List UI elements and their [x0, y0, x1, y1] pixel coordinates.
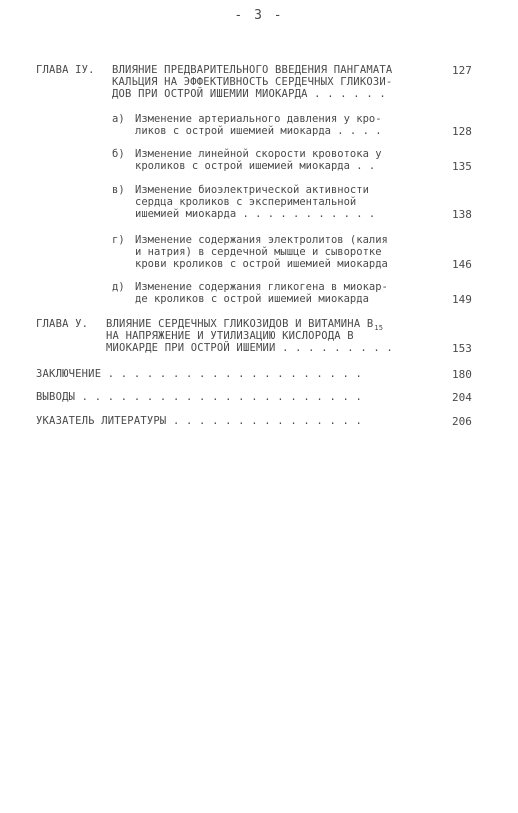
literature-page: 206: [452, 415, 472, 428]
conclusion-entry: ЗАКЛЮЧЕНИЕ . . . . . . . . . . . . . . . . . . . .: [36, 368, 363, 380]
section-g-line-2: и натрия) в сердечной мышце и сыворотке: [135, 246, 382, 258]
section-d-marker: д): [112, 281, 125, 293]
section-a-marker: а): [112, 113, 125, 125]
section-g-line-3: крови кроликов с острой ишемией миокарда: [135, 258, 388, 270]
chapter-5-label: ГЛАВА У.: [36, 318, 89, 330]
section-b-page: 135: [452, 160, 472, 173]
chapter-4-title-line-1: ВЛИЯНИЕ ПРЕДВАРИТЕЛЬНОГО ВВЕДЕНИЯ ПАНГАМАТА: [112, 64, 393, 76]
vitamin-subscript: 15: [374, 324, 384, 332]
section-d-page: 149: [452, 293, 472, 306]
page-number: - 3 -: [234, 8, 284, 23]
chapter-5-title-line-3: МИОКАРДЕ ПРИ ОСТРОЙ ИШЕМИИ . . . . . . . . .: [106, 342, 393, 354]
section-b-line-1: Изменение линейной скорости кровотока у: [135, 148, 382, 160]
section-v-marker: в): [112, 184, 125, 196]
chapter-5-title-line-2: НА НАПРЯЖЕНИЕ И УТИЛИЗАЦИЮ КИСЛОРОДА В: [106, 330, 354, 342]
findings-entry: ВЫВОДЫ . . . . . . . . . . . . . . . . . . . . . .: [36, 391, 363, 403]
chapter-5-page: 153: [452, 342, 472, 355]
chapter-4-title-line-3: ДОВ ПРИ ОСТРОЙ ИШЕМИИ МИОКАРДА . . . . . .: [112, 88, 386, 100]
findings-page: 204: [452, 391, 472, 404]
section-b-marker: б): [112, 148, 125, 160]
section-b-line-2: кроликов с острой ишемией миокарда . .: [135, 160, 376, 172]
section-v-page: 138: [452, 208, 472, 221]
section-d-line-1: Изменение содержания гликогена в миокар-: [135, 281, 388, 293]
conclusion-page: 180: [452, 368, 472, 381]
section-g-marker: г): [112, 234, 125, 246]
section-v-line-3: ишемией миокарда . . . . . . . . . . .: [135, 208, 376, 220]
section-g-page: 146: [452, 258, 472, 271]
section-a-page: 128: [452, 125, 472, 138]
chapter-4-label: ГЛАВА IУ.: [36, 64, 95, 76]
chapter-4-title-line-2: КАЛЬЦИЯ НА ЭФФЕКТИВНОСТЬ СЕРДЕЧНЫХ ГЛИКОЗИ-: [112, 76, 393, 88]
literature-entry: УКАЗАТЕЛЬ ЛИТЕРАТУРЫ . . . . . . . . . . . . . . .: [36, 415, 363, 427]
chapter-5-title-text: ВЛИЯНИЕ СЕРДЕЧНЫХ ГЛИКОЗИДОВ И ВИТАМИНА В: [106, 318, 374, 330]
section-v-line-2: сердца кроликов с экспериментальной: [135, 196, 357, 208]
section-a-line-1: Изменение артериального давления у кро-: [135, 113, 382, 125]
section-d-line-2: де кроликов с острой ишемией миокарда: [135, 293, 369, 305]
section-a-line-2: ликов с острой ишемией миокарда . . . .: [135, 125, 382, 137]
section-g-line-1: Изменение содержания электролитов (калия: [135, 234, 388, 246]
section-v-line-1: Изменение биоэлектрической активности: [135, 184, 369, 196]
chapter-4-page: 127: [452, 64, 472, 77]
